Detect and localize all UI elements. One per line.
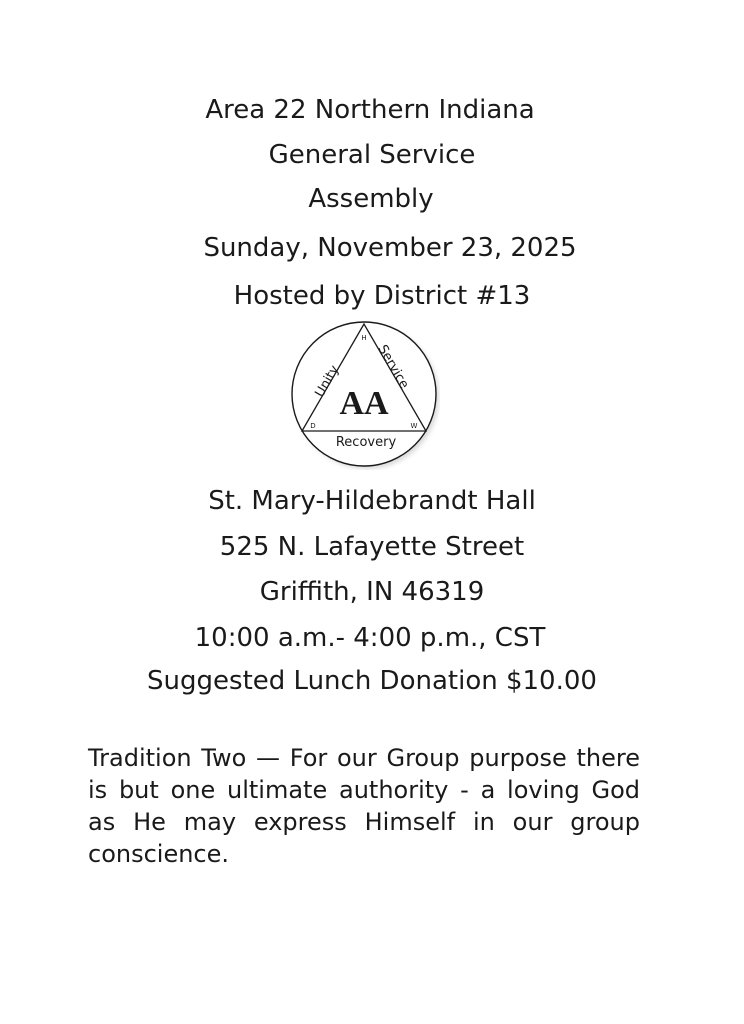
logo-recovery-text: Recovery — [335, 435, 397, 450]
tradition-two-paragraph: Tradition Two — For our Group purpose there is but one ultimate authority - a loving God as He may express Himself in our group conscience. — [88, 744, 640, 868]
logo-service-text: Service — [374, 342, 412, 392]
logo-top-letter: H — [361, 334, 367, 342]
event-time: 10:00 a.m.- 4:00 p.m., CST — [194, 623, 546, 653]
title-line-3: Assembly — [308, 184, 434, 214]
venue-name: St. Mary-Hildebrandt Hall — [208, 486, 536, 516]
logo-right-letter: W — [410, 422, 418, 430]
venue-street: 525 N. Lafayette Street — [219, 532, 525, 562]
event-date: Sunday, November 23, 2025 — [203, 233, 577, 263]
logo-unity-text: Unity — [312, 362, 343, 400]
logo-aa-text: AA — [339, 385, 389, 422]
logo-left-letter: D — [310, 422, 316, 430]
host-district: Hosted by District #13 — [233, 281, 531, 311]
title-line-1: Area 22 Northern Indiana — [205, 95, 535, 125]
venue-city: Griffith, IN 46319 — [259, 577, 485, 607]
title-line-2: General Service — [268, 140, 476, 170]
lunch-donation: Suggested Lunch Donation $10.00 — [147, 666, 597, 696]
aa-circle-triangle-logo — [288, 318, 440, 470]
